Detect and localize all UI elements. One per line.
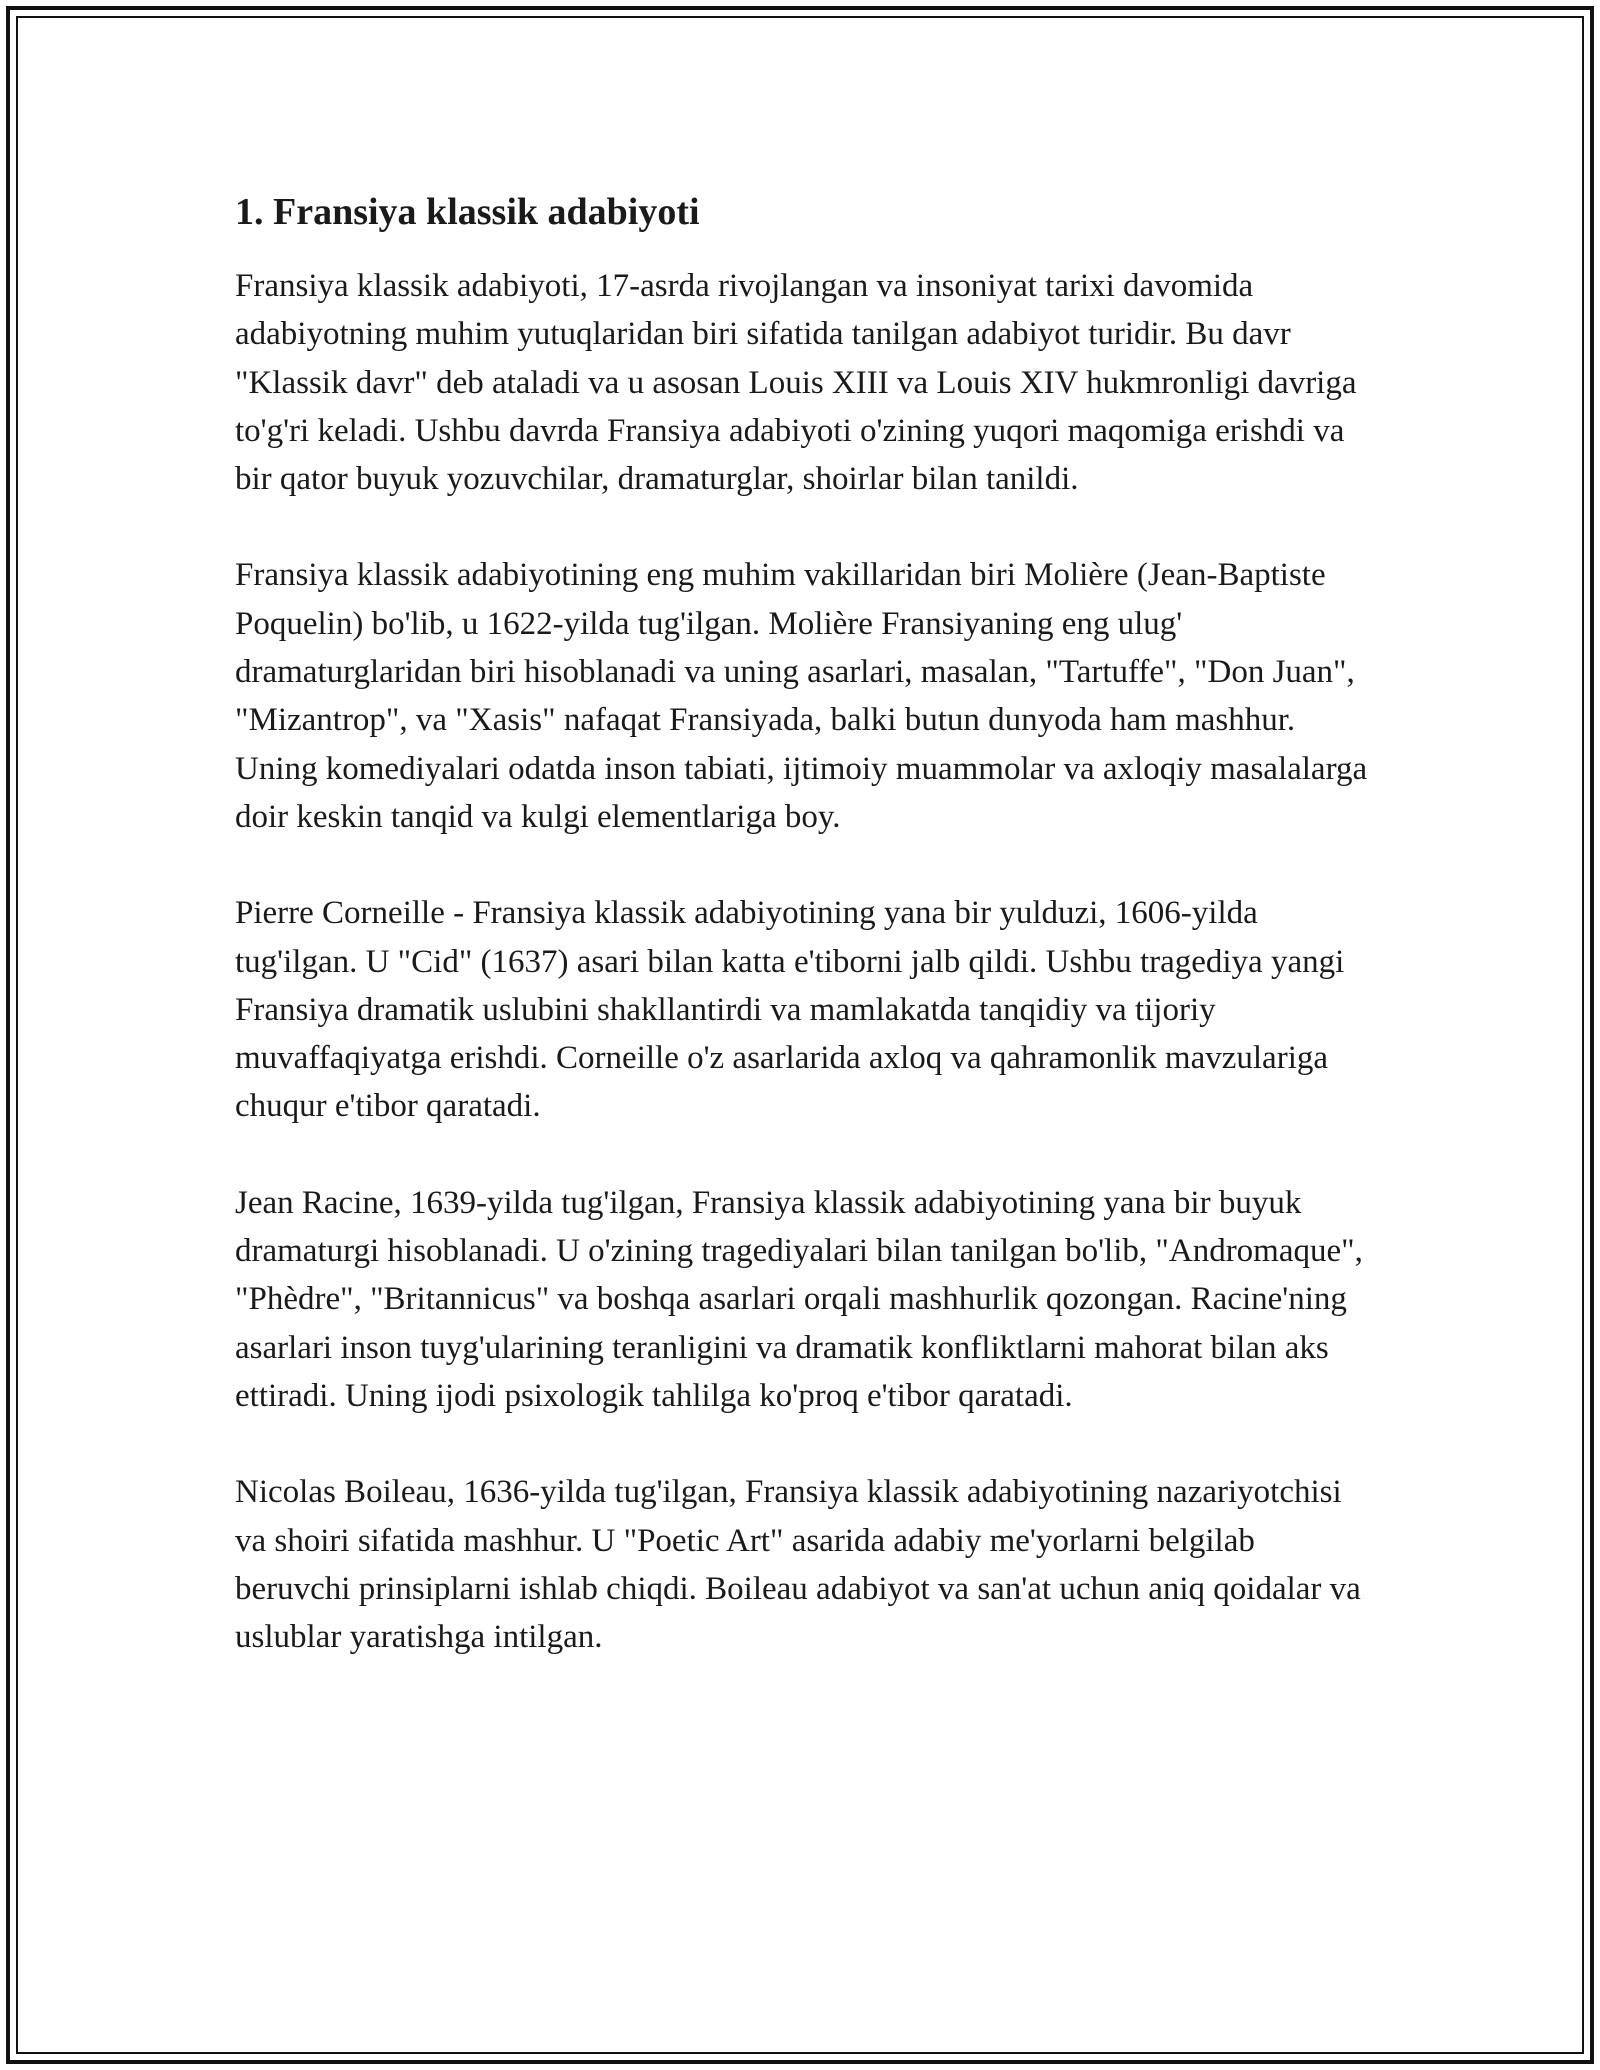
paragraph-boileau: Nicolas Boileau, 1636-yilda tug'ilgan, Fransiya klassik adabiyotining nazariyotchisi va shoiri sifatida mashhur. U "Poetic Art" asarida adabiy me'yorlarni belgilab beruvchi prinsiplarni ishlab chiqdi. Boileau adabiyot va san'at uchun aniq qoidalar va uslublar yaratishga intilgan. <box>235 1474 1361 1656</box>
document-body <box>235 186 1375 1709</box>
paragraph-moliere: Fransiya klassik adabiyotining eng muhim vakillaridan biri Molière (Jean-Baptiste Poquelin) bo'lib, u 1622-yilda tug'ilgan. Molière Fransiyaning eng ulug' dramaturglaridan biri hisoblanadi va uning asarlari, masalan, "Tartuffe", "Don Juan", "Mizantrop", va "Xasis" nafaqat Fransiyada, balki butun dunyoda ham mashhur. Uning komediyalari odatda inson tabiati, ijtimoiy muammolar va axloqiy masalalarga doir keskin tanqid va kulgi elementlariga boy. <box>235 557 1368 835</box>
paragraph-racine: Jean Racine, 1639-yilda tug'ilgan, Fransiya klassik adabiyotining yana bir buyuk dramaturgi hisoblanadi. U o'zining tragediyalari bilan tanilgan bo'lib, "Andromaque", "Phèdre", "Britannicus" va boshqa asarlari orqali mashhurlik qozongan. Racine'ning asarlari inson tuyg'ularining teranligini va dramatik konfliktlarni mahorat bilan aks ettiradi. Uning ijodi psixologik tahlilga ko'proq e'tibor qaratadi. <box>235 1184 1363 1414</box>
paragraph-corneille: Pierre Corneille - Fransiya klassik adabiyotining yana bir yulduzi, 1606-yilda tug'ilgan. U "Cid" (1637) asari bilan katta e'tiborni jalb qildi. Ushbu tragediya yangi Fransiya dramatik uslubini shakllantirdi va mamlakatda tanqidiy va tijoriy muvaffaqiyatga erishdi. Corneille o'z asarlarida axloq va qahramonlik mavzulariga chuqur e'tibor qaratadi. <box>235 895 1345 1125</box>
paragraph-intro: Fransiya klassik adabiyoti, 17-asrda rivojlangan va insoniyat tarixi davomida adabiyotning muhim yutuqlaridan biri sifatida tanilgan adabiyot turidir. Bu davr "Klassik davr" deb ataladi va u asosan Louis XIII va Louis XIV hukmronligi davriga to'g'ri keladi. Ushbu davrda Fransiya adabiyoti o'zining yuqori maqomiga erishdi va bir qator buyuk yozuvchilar, dramaturglar, shoirlar bilan tanildi. <box>235 268 1357 498</box>
section-title: 1. Fransiya klassik adabiyoti <box>235 191 700 233</box>
